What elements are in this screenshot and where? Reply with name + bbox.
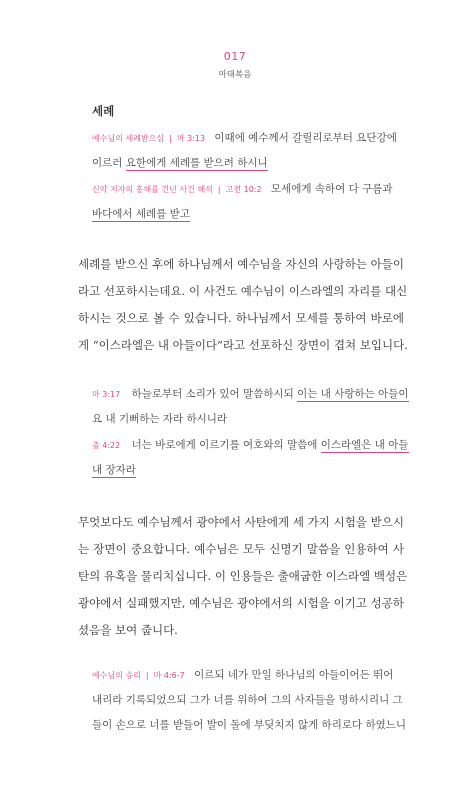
page-header xyxy=(0,50,470,80)
verse-text: 모세에게 속하여 다 구름과 xyxy=(270,183,393,195)
reference-separator: | xyxy=(217,185,221,194)
book-title: 마태복음 xyxy=(218,70,252,80)
verse-text: 요 내 기뻐하는 자라 하시니라 xyxy=(92,413,228,425)
section-title: 세례 xyxy=(92,104,115,118)
verse-text: 하늘로부터 소리가 있어 말씀하시되 xyxy=(131,388,298,400)
reference-line xyxy=(92,411,412,426)
reference-tag: 신약 저자의 홍해를 건넌 사건 해석 xyxy=(92,185,213,194)
reference-line xyxy=(92,206,412,221)
paragraph-line: 탄의 유혹을 물리치십니다. 이 인용들은 출애굽한 이스라엘 백성은 xyxy=(78,569,408,583)
paragraph-line: 세례를 받으신 후에 하나님께서 예수님을 자신의 사랑하는 아들이 xyxy=(78,257,404,271)
verse-ref: 마 3:13 xyxy=(176,134,206,143)
verse-ref: 마 4:6-7 xyxy=(153,671,185,680)
verse-text: 이르러 xyxy=(92,157,126,169)
highlighted-text: 내 장자라 xyxy=(92,464,136,476)
verse-text: 너는 바로에게 이르기를 여호와의 말씀에 xyxy=(131,439,321,451)
reference-line xyxy=(92,386,412,401)
reference-tag: 예수님의 세례받으심 xyxy=(92,134,165,143)
highlighted-text: 이스라엘은 내 아들 xyxy=(320,439,409,451)
highlighted-text: 이는 내 사랑하는 아들이 xyxy=(297,388,409,400)
verse-text: 내리라 기록되었으되 그가 너를 위하여 그의 사자들을 명하시리니 그 xyxy=(92,694,403,706)
verse-ref: 고전 10:2 xyxy=(225,185,262,194)
reference-line xyxy=(92,130,412,145)
highlighted-text: 바다에서 세례를 받고 xyxy=(92,208,190,220)
verse-text: 이르되 네가 만일 하나님의 아들이어든 뛰어 xyxy=(194,669,394,681)
reference-line xyxy=(92,462,412,477)
paragraph-line: 라고 선포하시는데요. 이 사건도 예수님이 이스라엘의 자리를 대신 xyxy=(78,284,408,298)
paragraph-line: 는 장면이 중요합니다. 예수님은 모두 신명기 말씀을 인용하여 사 xyxy=(78,542,404,556)
reference-line xyxy=(92,667,412,682)
paragraph-line: 하시는 것으로 볼 수 있습니다. 하나님께서 모세를 통하여 바로에 xyxy=(78,311,404,325)
paragraph-line: 셨음을 보여 줍니다. xyxy=(78,623,178,637)
reference-tag: 예수님의 승리 xyxy=(92,671,141,680)
paragraph-line: 광야에서 실패했지만, 예수님은 광야에서의 시험을 이기고 성공하 xyxy=(78,596,404,610)
reference-line xyxy=(92,155,412,170)
page-number: 017 xyxy=(223,50,247,63)
paragraph-line: 게 “이스라엘은 내 아들이다”라고 선포하신 장면이 겹쳐 보입니다. xyxy=(78,338,408,352)
reference-line xyxy=(92,437,412,452)
reference-line xyxy=(92,692,412,707)
verse-text: 들이 손으로 너를 받들어 발이 돌에 부딪치지 않게 하리로다 하였느니 xyxy=(92,719,407,731)
reference-separator: | xyxy=(145,671,149,680)
reference-separator: | xyxy=(169,134,172,143)
highlighted-text: 요한에게 세례를 받으려 하시니 xyxy=(125,157,268,169)
verse-ref: 마 3:17 xyxy=(92,390,121,399)
reference-line xyxy=(92,717,412,732)
reference-line xyxy=(92,181,412,196)
paragraph-line: 무엇보다도 예수님께서 광야에서 사탄에게 세 가지 시험을 받으시 xyxy=(78,515,404,529)
verse-text: 이때에 예수께서 갈릴리로부터 요단강에 xyxy=(214,132,397,144)
verse-ref: 출 4:22 xyxy=(92,441,121,450)
